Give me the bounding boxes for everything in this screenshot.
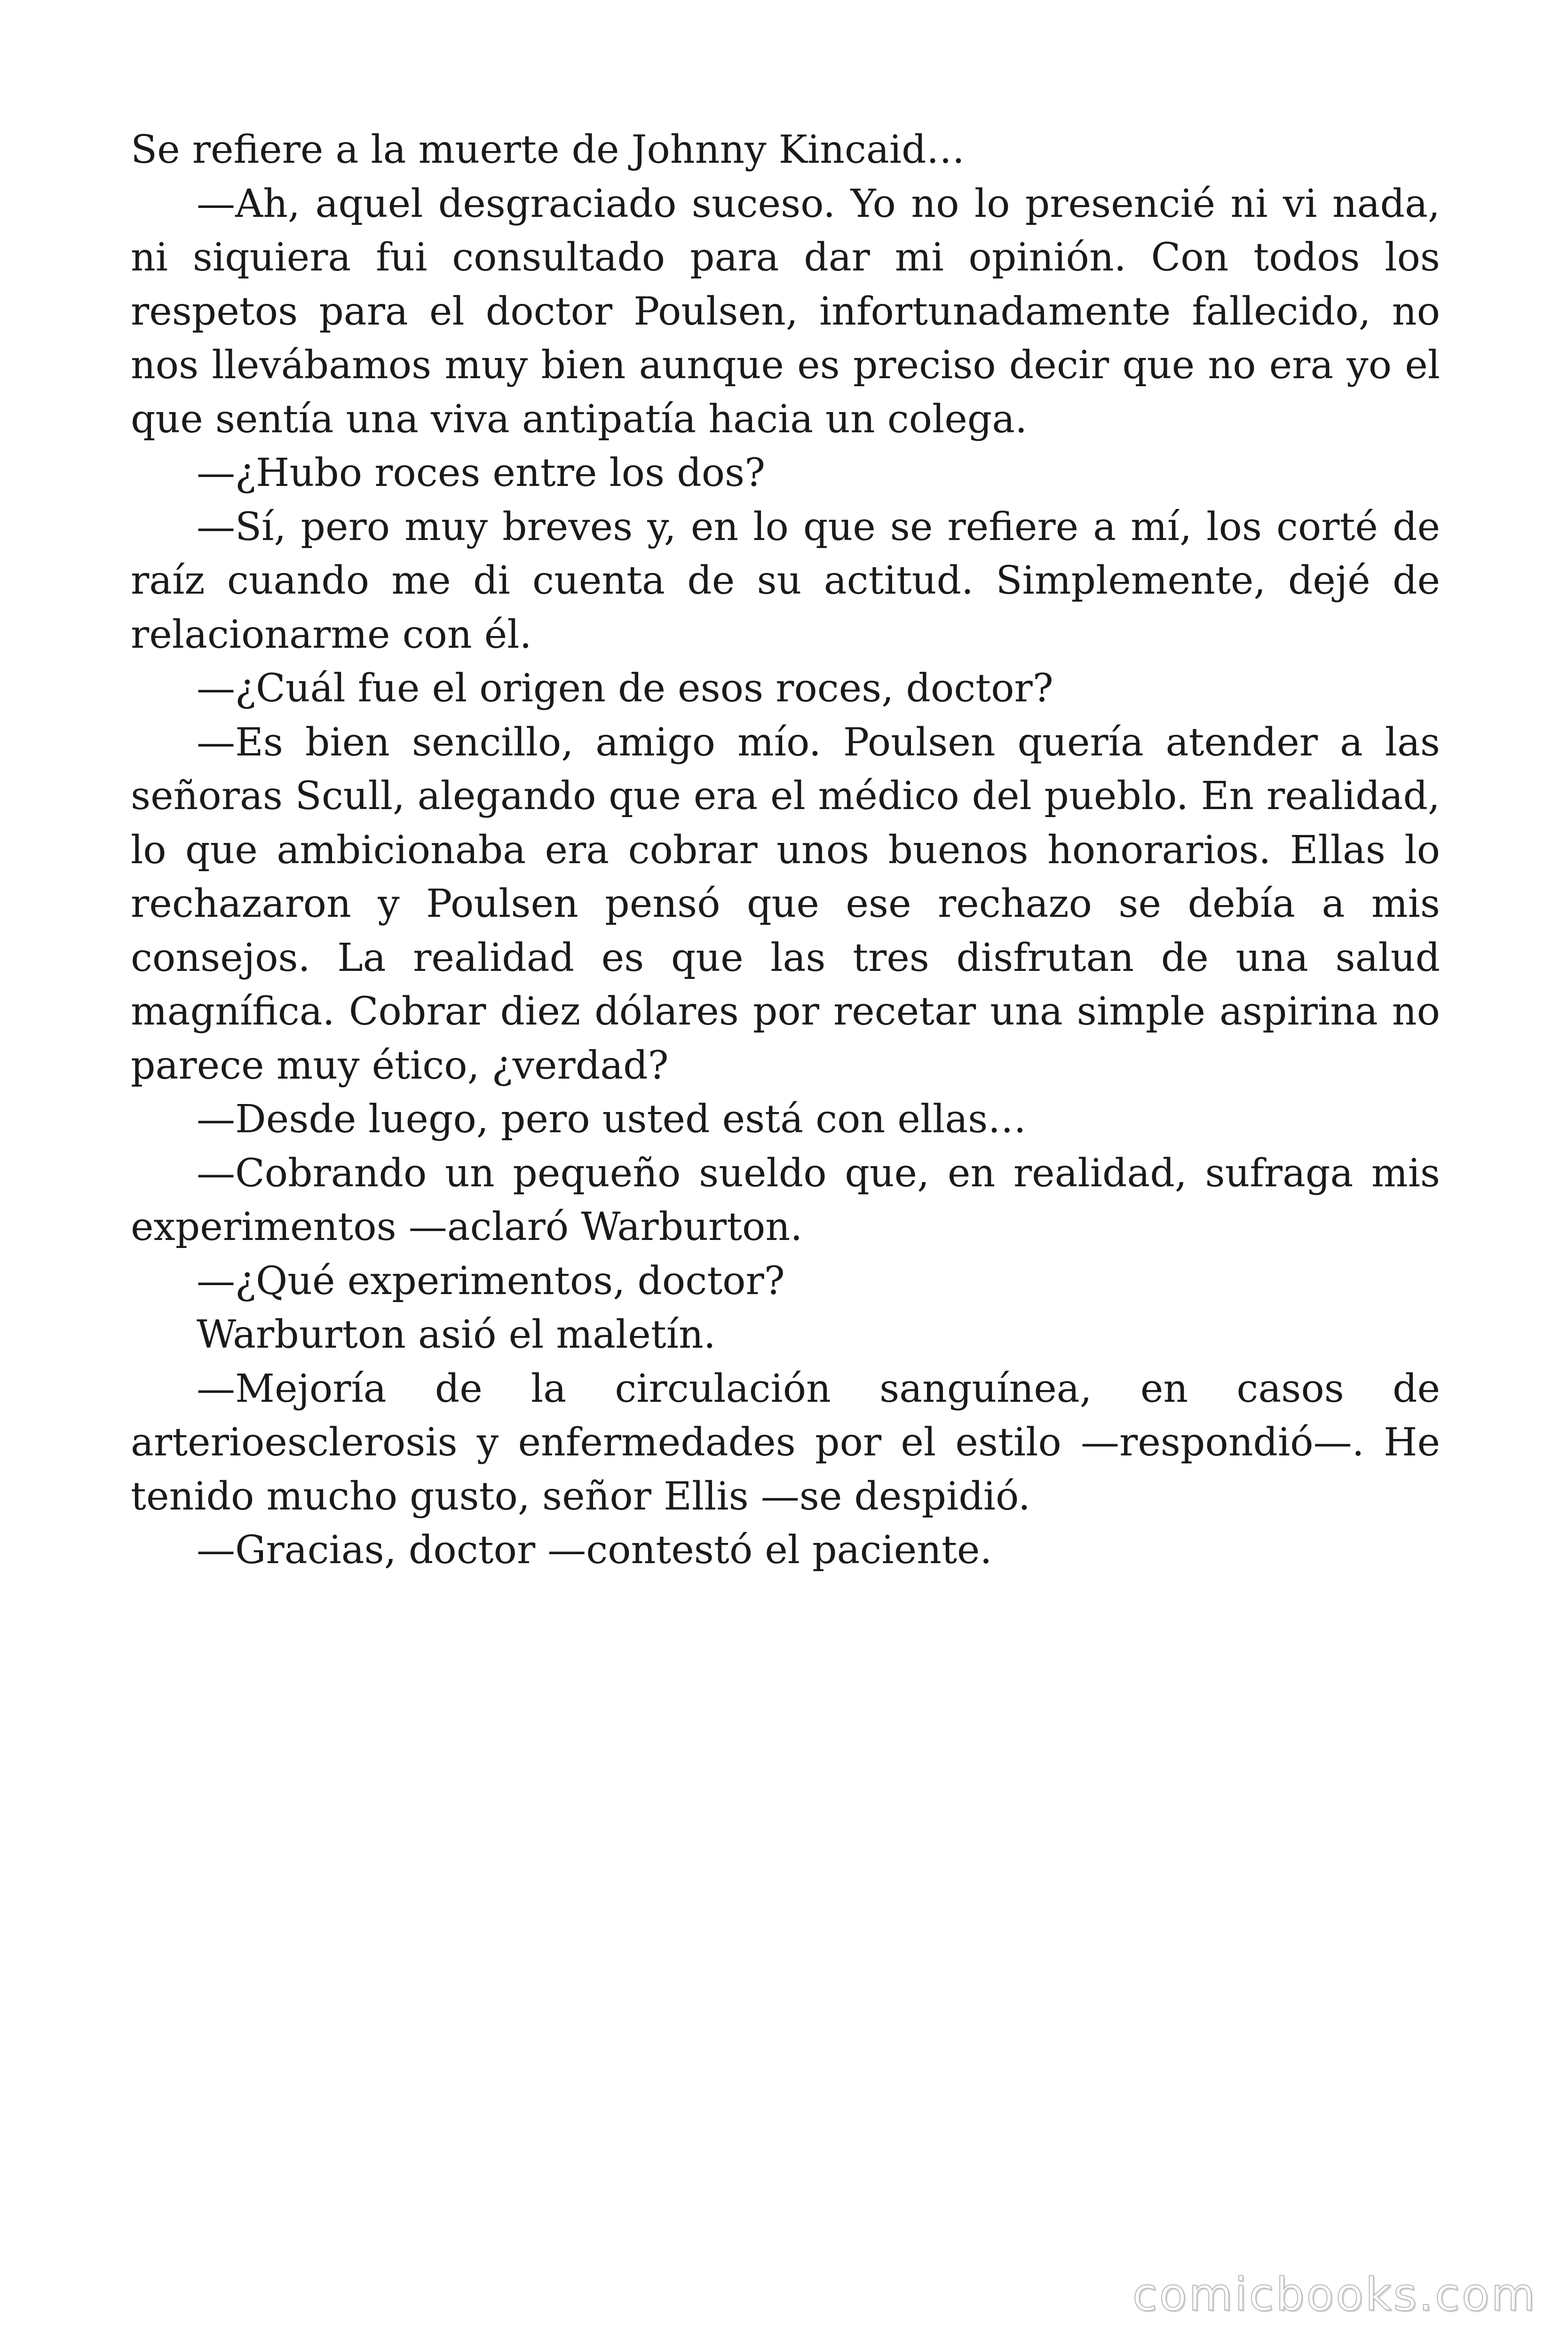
body-text bbox=[131, 123, 1440, 1578]
paragraph-6: —Es bien sencillo, amigo mío. Poulsen quería atender a las señoras Scull, alegando que era el médico del pueblo. En realidad, lo que ambicionaba era cobrar unos buenos honorarios. Ellas lo rechazaron y Poulsen pensó que ese rechazo se debía a mis consejos. La realidad es que las tres disfrutan de una salud magnífica. Cobrar diez dólares por recetar una simple aspirina no parece muy ético, ¿verdad? bbox=[131, 720, 1440, 1088]
paragraph-1: Se refiere a la muerte de Johnny Kincaid… bbox=[131, 127, 965, 172]
paragraph-3: —¿Hubo roces entre los dos? bbox=[197, 451, 766, 495]
paragraph-7: —Desde luego, pero usted está con ellas… bbox=[197, 1097, 1027, 1142]
paragraph-2: —Ah, aquel desgraciado suceso. Yo no lo presencié ni vi nada, ni siquiera fui consultado para dar mi opinión. Con todos los respetos para el doctor Poulsen, infortunadamente fallecido, no nos llevábamos muy bien aunque es preciso decir que no era yo el que sentía una viva antipatía hacia un colega. bbox=[131, 181, 1440, 442]
paragraph-10: Warburton asió el maletín. bbox=[197, 1312, 716, 1357]
paragraph-5: —¿Cuál fue el origen de esos roces, doctor? bbox=[197, 666, 1053, 711]
paragraph-12: —Gracias, doctor —contestó el paciente. bbox=[197, 1528, 992, 1573]
paragraph-9: —¿Qué experimentos, doctor? bbox=[197, 1258, 785, 1303]
paragraph-4: —Sí, pero muy breves y, en lo que se refiere a mí, los corté de raíz cuando me di cuenta de su actitud. Simplemente, dejé de relacionarme con él. bbox=[131, 504, 1440, 657]
paragraph-11: —Mejoría de la circulación sanguínea, en casos de arterioesclerosis y enfermedades por el estilo —respondió—. He tenido mucho gusto, señor Ellis —se despidió. bbox=[131, 1366, 1440, 1519]
paragraph-8: —Cobrando un pequeño sueldo que, en realidad, sufraga mis experimentos —aclaró Warburton. bbox=[131, 1151, 1440, 1249]
watermark: comicbooks.com bbox=[1132, 2268, 1537, 2321]
